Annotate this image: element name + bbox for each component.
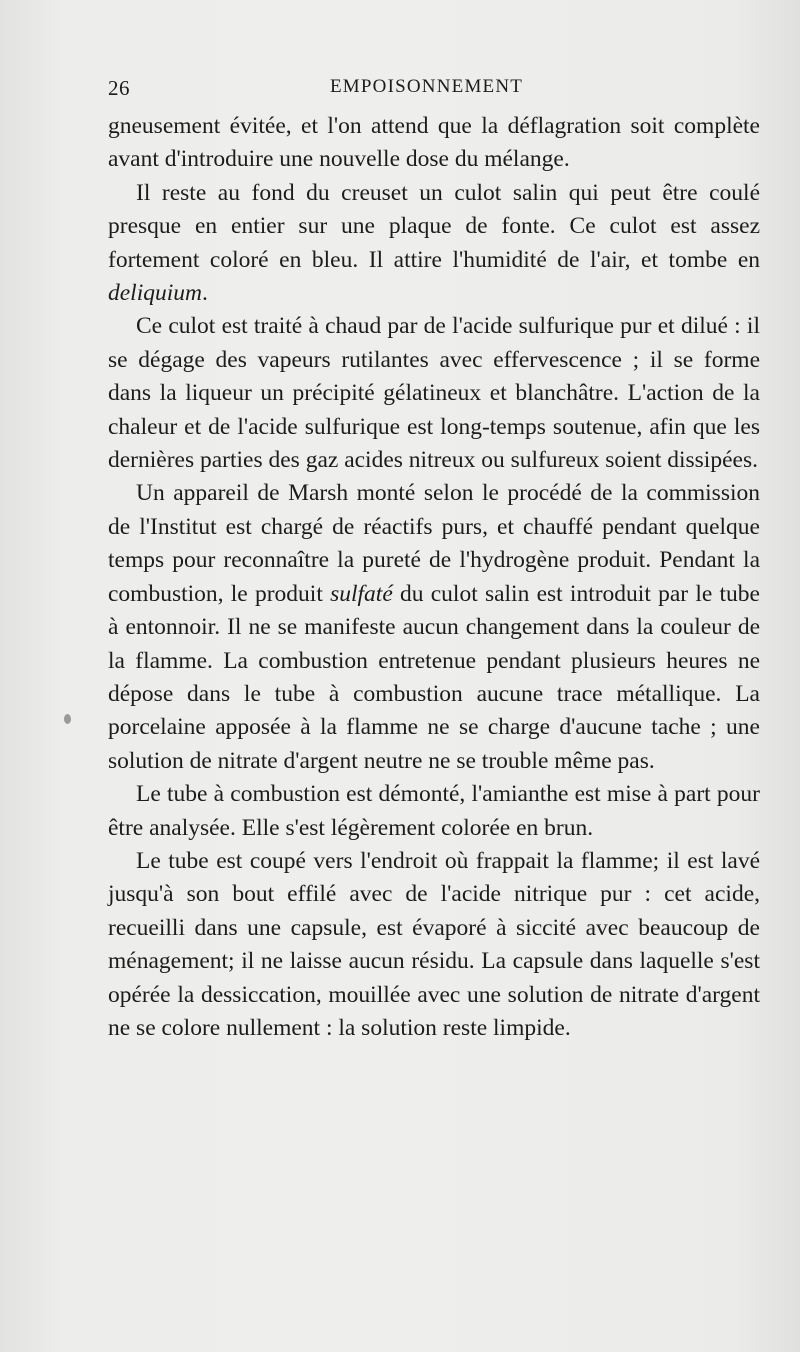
paragraph-text: du culot salin est introduit par le tube à entonnoir. Il ne se manifeste aucun changement dans la couleur de la flamme. La combustion entretenue pendant plusieurs heures ne dépose dans le tube à combustion aucune trace métallique. La porcelaine apposée à la flamme ne se charge d'aucune tache ; une solution de nitrate d'argent neutre ne se trouble même pas. xyxy=(108,580,760,774)
paragraph-continuation: gneusement évitée, et l'on attend que la déflagration soit complète avant d'introduire une nouvelle dose du mélange. xyxy=(108,113,760,173)
paragraph-text: . xyxy=(202,280,208,307)
paragraph-culot-salin xyxy=(108,177,760,311)
running-head: EMPOISONNEMENT xyxy=(330,76,524,97)
paragraph-text: Il reste au fond du creuset un culot salin qui peut être coulé presque en entier sur une plaque de fonte. Ce culot est assez fortement coloré en bleu. Il attire l'humidité de l'air, et tombe en xyxy=(108,179,760,273)
margin-ink-spot xyxy=(64,714,71,724)
paragraph-acide-sulfurique: Ce culot est traité à chaud par de l'acide sulfurique pur et dilué : il se dégage des vapeurs rutilantes avec effervescence ; il se forme dans la liqueur un précipité gélatineux et blanchâtre. L'action de la chaleur et de l'acide sulfurique est long-temps soutenue, afin que les dernières parties des gaz acides nitreux ou sulfureux soient dissipées. xyxy=(108,313,760,474)
page-number: 26 xyxy=(108,76,130,100)
paragraph-tube-demonte: Le tube à combustion est démonté, l'amianthe est mise à part pour être analysée. Elle s'est légèrement colorée en brun. xyxy=(108,781,760,841)
italic-term: deliquium xyxy=(108,280,202,307)
page-header xyxy=(108,74,760,104)
body-text xyxy=(108,110,760,1045)
paragraph-appareil-marsh xyxy=(108,477,760,778)
paragraph-text: Un appareil de Marsh monté selon le procédé de la commission de l'Institut est chargé de réactifs purs, et chauffé pendant quelque temps pour reconnaître la pureté de l'hydrogène produit. Pendant la combustion, le produit xyxy=(108,480,760,607)
paragraph-tube-coupe: Le tube est coupé vers l'endroit où frappait la flamme; il est lavé jusqu'à son bout effilé avec de l'acide nitrique pur : cet acide, recueilli dans une capsule, est évaporé à siccité avec beaucoup de ménagement; il ne laisse aucun résidu. La capsule dans laquelle s'est opérée la dessiccation, mouillée avec une solution de nitrate d'argent ne se colore nullement : la solution reste limpide. xyxy=(108,847,760,1041)
italic-term: sulfaté xyxy=(330,580,393,607)
